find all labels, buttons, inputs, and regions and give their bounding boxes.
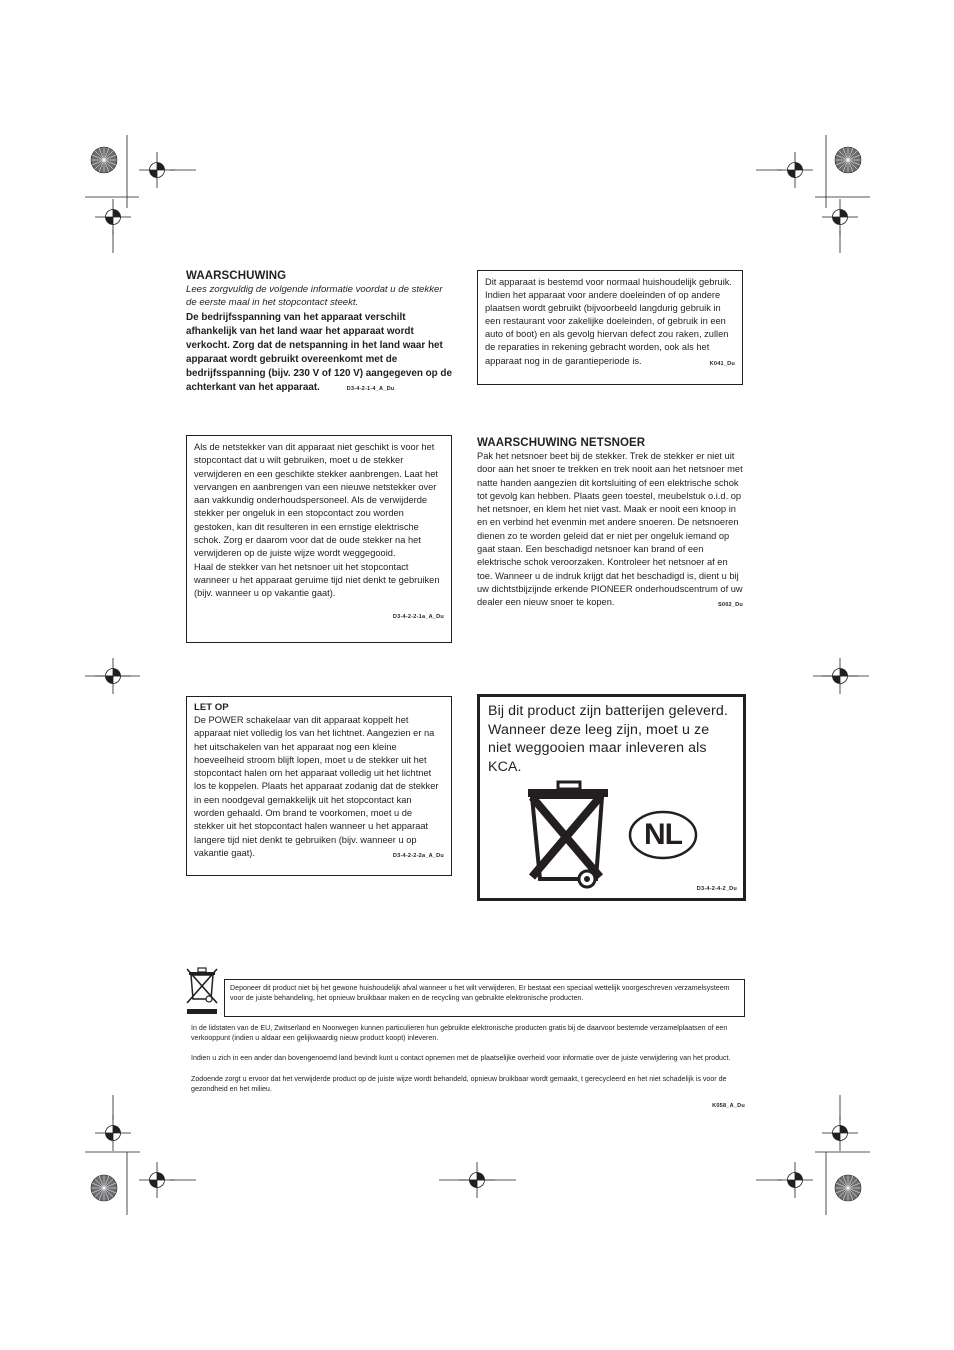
disposal-para-2: Indien u zich in een ander dan bovengenoemd land bevindt kunt u contact opnemen met de plaatselijke overheid voor informatie over de juiste verwijdering van het product. [191,1054,731,1063]
household-code: K041_Du [709,360,735,367]
disposal-notice-box [224,979,745,1017]
plug-text-1: Als de netstekker van dit apparaat niet geschikt is voor het stopcontact dat u wilt gebruiken, moet u de stekker verwijderen en een geschikte stekker aanbrengen. Laat het vervangen en aanbrengen van een nieuwe netstekker over aan vakkundig onderhoudspersoneel. Als de verwijderde stekker per ongeluk in een stopcontact zou worden gestoken, kan dit resulteren in een ernstige elektrische schok. Zorg er daarom voor dat de oude stekker na het verwijderen op de juiste wijze wordt weggegooid. [194,442,438,559]
nl-label: NL [644,818,682,851]
cord-body [477,450,743,610]
disposal-box-text: Deponeer dit product niet bij het gewone huishoudelijk afval wanneer u het wilt verwijderen. Er bestaat een speciaal wettelijk voorgeschreven verzamelsysteem voor de juiste behandeling, het opnieuw bruikbaar maken en de recycling van gebruikte elektronische producten. [230,984,730,1003]
plug-notice-box [186,435,452,643]
warning-section [186,270,452,396]
battery-code: D3-4-2-4-2_Du [696,886,737,892]
disposal-code: K058_A_Du [712,1103,745,1110]
household-notice [485,276,735,368]
caution-title: LET OP [194,702,229,713]
warning-code: D3-4-2-1-4_A_Du [346,385,395,392]
plug-text-2: Haal de stekker van het netsnoer uit het stopcontact wanneer u het apparaat geruime tijd niet denkt te gebruiken (bijv. wanneer u op vakantie gaat). [194,561,440,599]
caution-code: D3-4-2-2-2a_A_Du [392,852,444,859]
caution-text: De POWER schakelaar van dit apparaat koppelt het apparaat niet volledig los van het lichtnet. Aangezien er na het uitschakelen van het apparaat nog een kleine hoeveelheid stroom blijft lopen, moet u de stekker uit het stopcontact halen om het apparaat volledig uit het lichtnet los te koppelen. Plaats het apparaat zodanig dat de stekker in een noodgeval gemakkelijk uit het stopcontact kan worden gehaald. Om brand te voorkomen, moet u de stekker uit het stopcontact halen wanneer u het apparaat langere tijd niet denkt te gebruiken (bijv. wanneer u op vakantie gaat). [194,715,439,858]
crossed-bin-icon [524,779,614,894]
caution-box [186,696,452,876]
disposal-para-1: In de lidstaten van de EU, Zwitserland en Noorwegen kunnen particulieren hun gebruikte elektronische producten gratis bij de daarvoor bestemde verzamelplaatsen of een verkooppunt (indien u aldaar een gelijkwaardig nieuw product koopt) inleveren. [191,1024,728,1043]
disposal-para-3: Zodoende zorgt u ervoor dat het verwijderde product op de juiste wijze wordt behandeld, opnieuw bruikbaar wordt gemaakt, t gerecycleerd en het niet schadelijk is voor de gezondheid en het milieu. [191,1074,727,1093]
disposal-info [191,1023,745,1112]
caution-body [194,714,444,860]
battery-text: Bij dit product zijn batterijen geleverd. Wanneer deze leeg zijn, moet u ze niet weggooien maar inleveren als KCA. [488,703,728,775]
household-notice-box [477,270,743,385]
plug-code: D3-4-2-2-1a_A_Du [392,613,444,620]
warning-body-text: De bedrijfsspanning van het apparaat verschilt afhankelijk van het land waar het apparaat wordt verkocht. Zorg dat de netspanning in het land waar het apparaat wordt gebruikt overeenkomt met de bedrijfsspanning (bijv. 230 V of 120 V) aangegeven op de achterkant van het apparaat. [186,311,452,393]
warning-body [186,311,452,396]
cord-section [477,437,743,613]
warning-intro: Lees zorgvuldig de volgende informatie voordat u de stekker de eerste maal in het stopcontact steekt. [186,284,443,309]
warning-title: WAARSCHUWING [186,270,287,282]
household-text: Dit apparaat is bestemd voor normaal huishoudelijk gebruik. Indien het apparaat voor andere doeleinden of op andere plaatsen wordt gebruikt (bijvoorbeeld langdurig gebruik in een restaurant voor zakelijke doeleinden, of gebruik in een auto of boot) en als gevolg hiervan defect zou raken, zullen de reparaties in rekening gebracht worden, ook als het apparaat nog in de garantieperiode is. [485,277,733,366]
battery-box [477,694,746,901]
cord-title: WAARSCHUWING NETSNOER [477,437,646,449]
cord-code: S002_Du [717,602,743,609]
weee-bin-icon [185,965,219,1017]
cord-text: Pak het netsnoer beet bij de stekker. Trek de stekker er niet uit door aan het snoer te trekken en trek nooit aan het netsnoer met natte handen aangezien dit kortsluiting of een elektrische schok tot gevolg kan hebben. Plaats geen toestel, meubelstuk o.i.d. op het netsnoer, en klem het niet vast. Maak er nooit een knoop in en en verbind het evenmin met andere snoeren. De netsnoeren dienen zo te worden geleid dat er niet per ongeluk iemand op gaat staan. Een beschadigd netsnoer kan brand of een elektrische schok veroorzaken. Kontroleer het netsnoer af en toe. Wanneer u de indruk krijgt dat het beschadigd is, dient u bij uw dichtstbijzijnde erkende PIONEER onderhoudscentrum of uw dealer een nieuw snoer te kopen. [477,451,743,608]
